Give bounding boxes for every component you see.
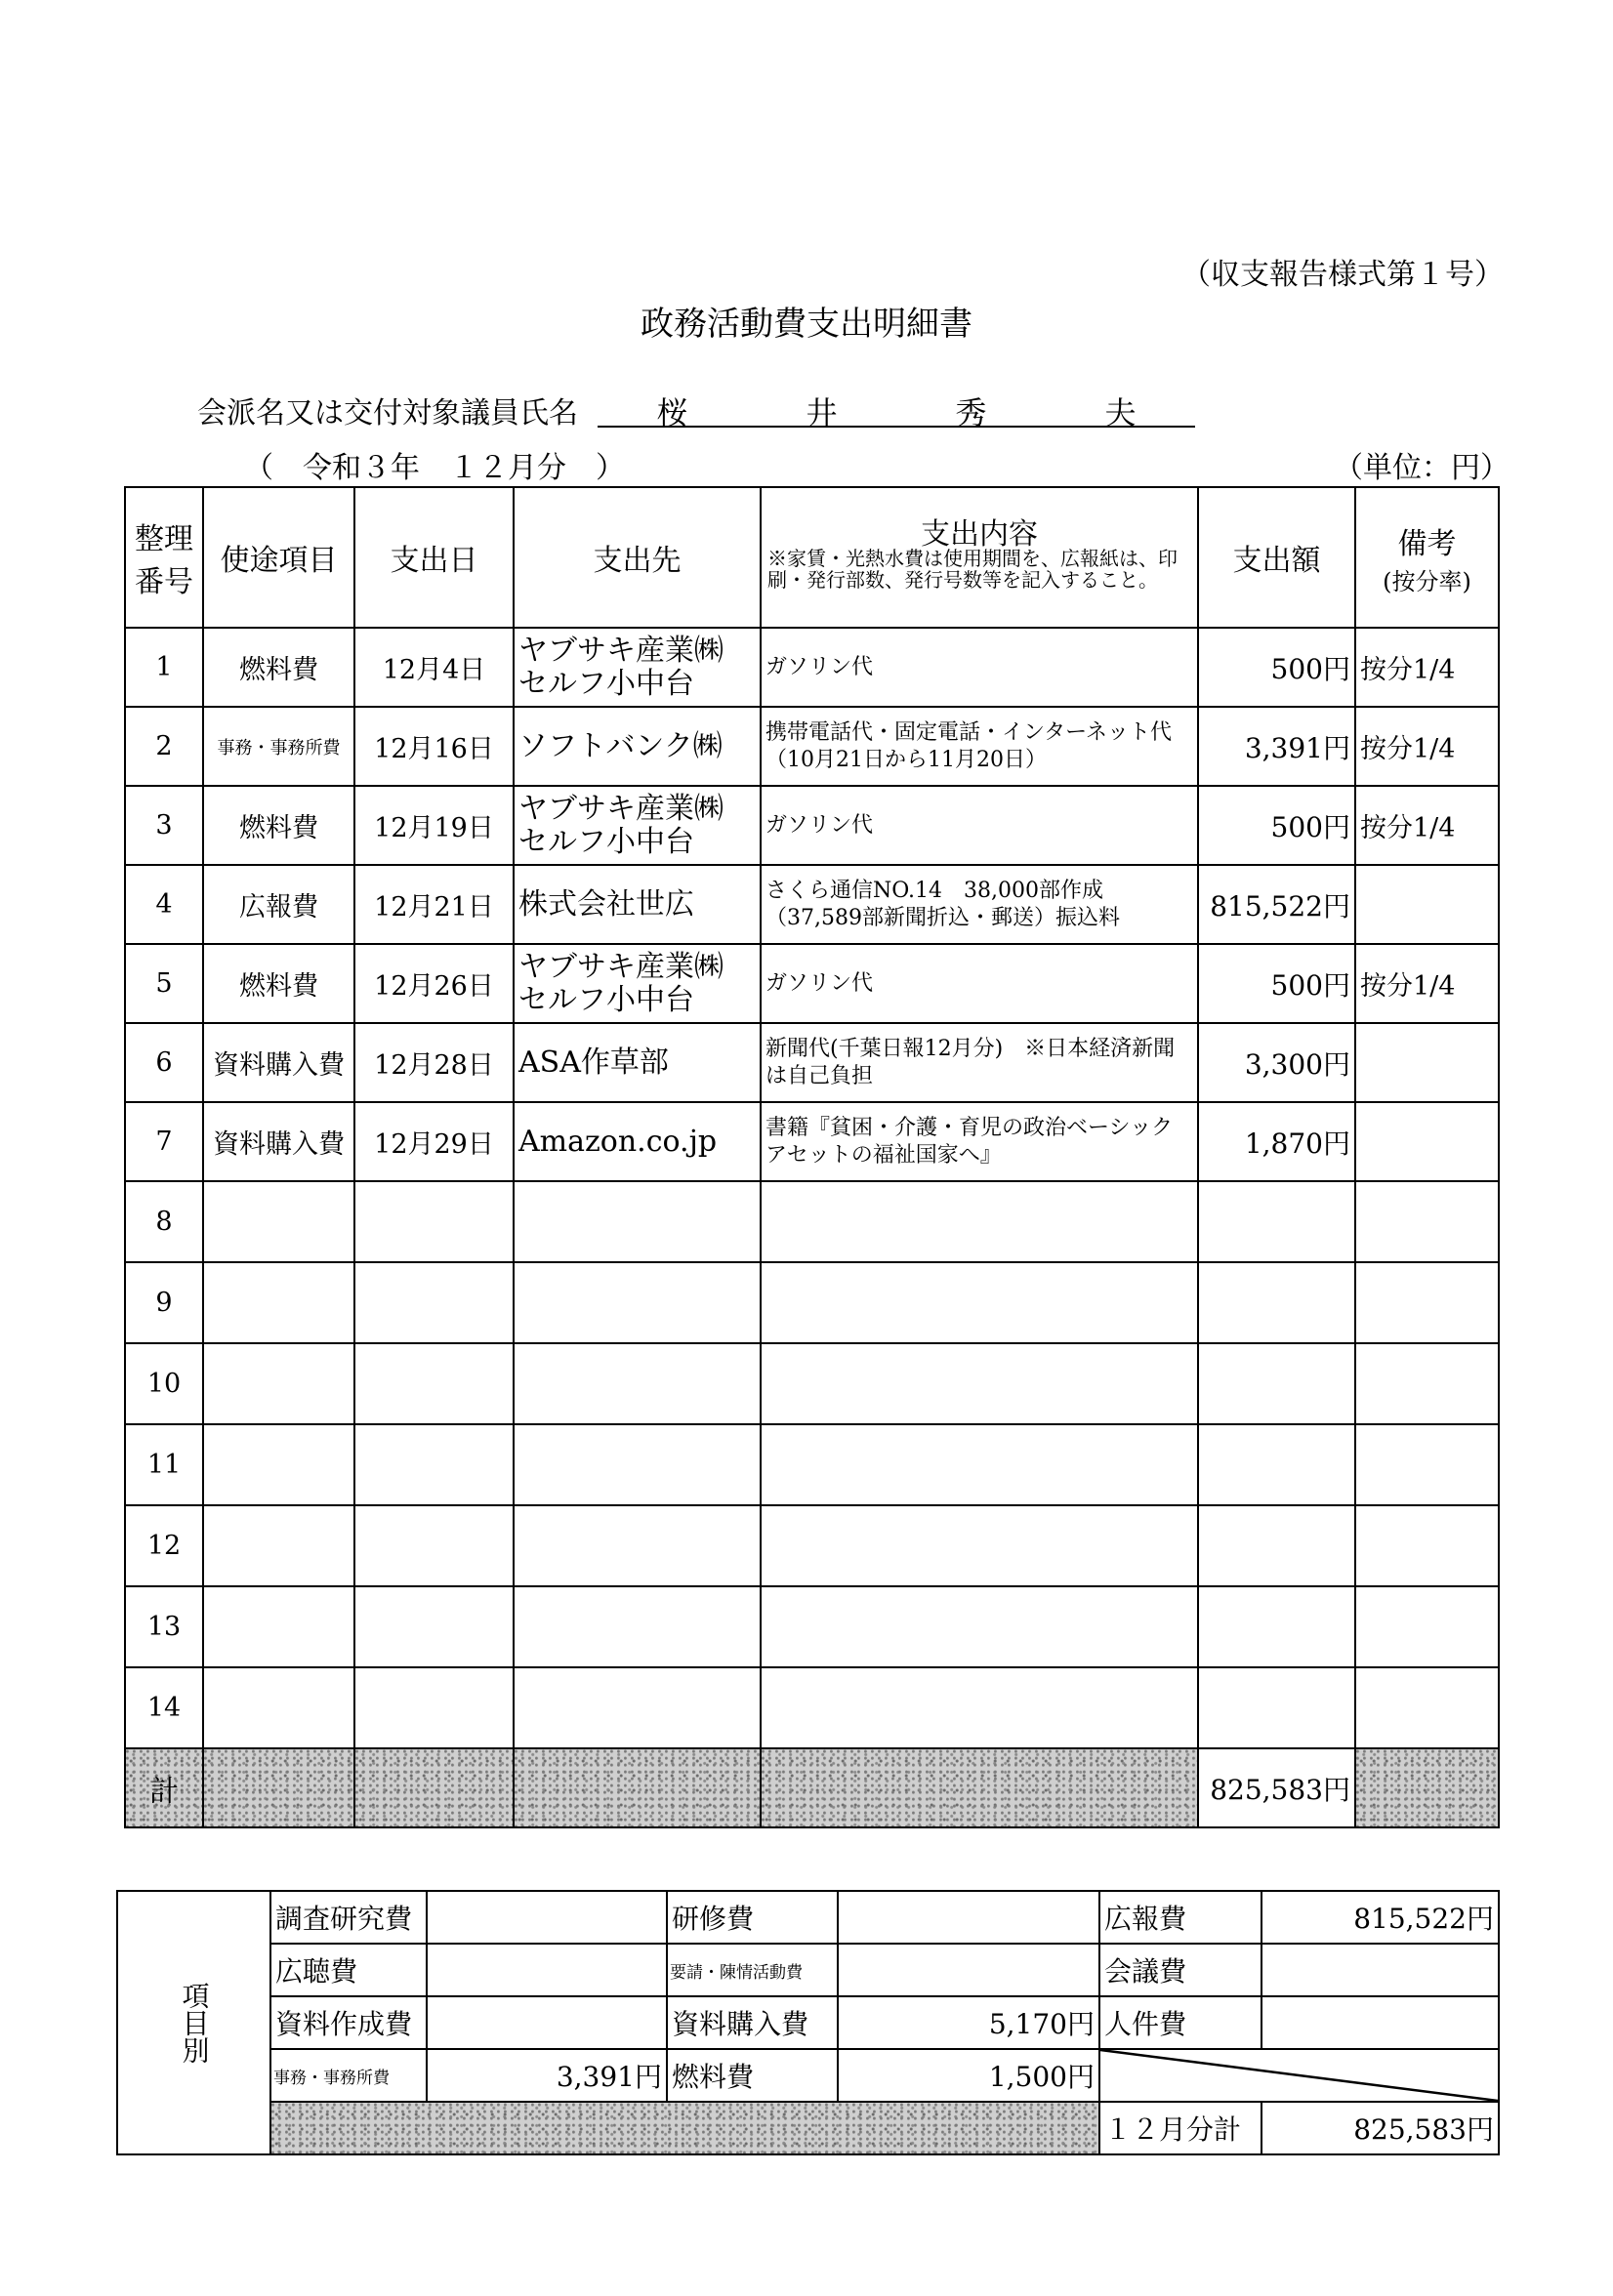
cell-amount: 815,522円	[1198, 865, 1355, 944]
cell-payee: ヤブサキ産業㈱ セルフ小中台	[514, 786, 761, 865]
table-row	[125, 786, 1499, 865]
cell-note	[1355, 1102, 1499, 1181]
member-name-char: 桜	[656, 394, 688, 431]
summary-amount: 1,500円	[838, 2049, 1099, 2102]
cell-description: ガソリン代	[761, 628, 1198, 707]
summary-row	[117, 2049, 1499, 2102]
cell-date: 12月16日	[354, 707, 514, 786]
summary-label: 人件費	[1099, 1996, 1261, 2049]
cell-note: 按分1/4	[1355, 628, 1499, 707]
cell-date: 12月4日	[354, 628, 514, 707]
header-description	[761, 487, 1198, 628]
cell-amount: 500円	[1198, 786, 1355, 865]
cell-no: 7	[125, 1102, 203, 1181]
header-date: 支出日	[354, 487, 514, 628]
summary-amount	[1261, 1996, 1499, 2049]
summary-amount	[838, 1891, 1099, 1944]
header-payee: 支出先	[514, 487, 761, 628]
table-row-blank	[125, 1667, 1499, 1748]
header-item: 使途項目	[203, 487, 354, 628]
cell-amount: 3,391円	[1198, 707, 1355, 786]
cell-item: 燃料費	[203, 628, 354, 707]
cell-payee: ASA作草部	[514, 1023, 761, 1102]
member-label: 会派名又は交付対象議員氏名	[197, 396, 578, 430]
table-row-blank	[125, 1505, 1499, 1586]
cell-no: 8	[125, 1181, 203, 1262]
cell-no: 13	[125, 1586, 203, 1667]
document-title: 政務活動費支出明細書	[641, 305, 972, 344]
total-amount: 825,583円	[1198, 1748, 1355, 1827]
summary-side-label: 項目別	[117, 1891, 270, 2154]
summary-amount: 815,522円	[1261, 1891, 1499, 1944]
cell-description: 新聞代(千葉日報12月分) ※日本経済新聞は自己負担	[761, 1023, 1198, 1102]
cell-note: 按分1/4	[1355, 786, 1499, 865]
cell-item: 資料購入費	[203, 1023, 354, 1102]
member-name-char: 井	[806, 394, 838, 431]
summary-label: 研修費	[667, 1891, 838, 1944]
cell-note: 按分1/4	[1355, 707, 1499, 786]
summary-amount	[427, 1891, 667, 1944]
table-header	[125, 487, 1499, 628]
header-note	[1355, 487, 1499, 628]
total-label: 計	[125, 1748, 203, 1827]
summary-label: 広聴費	[270, 1944, 427, 1996]
table-row-blank	[125, 1181, 1499, 1262]
summary-total-row	[117, 2102, 1499, 2154]
cell-payee: ヤブサキ産業㈱ セルフ小中台	[514, 944, 761, 1023]
cell-amount: 500円	[1198, 628, 1355, 707]
cell-date: 12月28日	[354, 1023, 514, 1102]
summary-row	[117, 1996, 1499, 2049]
cell-no: 14	[125, 1667, 203, 1748]
cell-no: 9	[125, 1262, 203, 1343]
cell-no: 6	[125, 1023, 203, 1102]
header-description-title: 支出内容	[921, 517, 1038, 552]
cell-note	[1355, 1023, 1499, 1102]
summary-label: 会議費	[1099, 1944, 1261, 1996]
header-no: 整理番号	[125, 487, 203, 628]
cell-no: 5	[125, 944, 203, 1023]
summary-amount	[838, 1944, 1099, 1996]
cell-no: 11	[125, 1424, 203, 1505]
cell-item: 事務・事務所費	[203, 707, 354, 786]
header-amount: 支出額	[1198, 487, 1355, 628]
expense-table	[124, 486, 1500, 1828]
cell-item: 燃料費	[203, 944, 354, 1023]
cell-no: 4	[125, 865, 203, 944]
summary-row	[117, 1944, 1499, 1996]
summary-amount	[427, 1944, 667, 1996]
cell-description: 書籍『貧困・介護・育児の政治ベーシックアセットの福祉国家へ』	[761, 1102, 1198, 1181]
cell-no: 3	[125, 786, 203, 865]
cell-amount: 500円	[1198, 944, 1355, 1023]
cell-description: ガソリン代	[761, 786, 1198, 865]
cell-note: 按分1/4	[1355, 944, 1499, 1023]
header-note-sub: (按分率)	[1383, 567, 1471, 595]
table-row	[125, 707, 1499, 786]
report-period: （ 令和３年 １２月分 ）	[244, 451, 625, 485]
month-total-amount: 825,583円	[1261, 2102, 1499, 2154]
cell-no: 2	[125, 707, 203, 786]
unit-label: （単位：円）	[1334, 451, 1510, 485]
summary-row	[117, 1891, 1499, 1944]
member-name-char: 夫	[1104, 394, 1137, 431]
cell-item: 資料購入費	[203, 1102, 354, 1181]
summary-label: 燃料費	[667, 2049, 838, 2102]
summary-diagonal-cell	[1099, 2049, 1499, 2102]
cell-date: 12月26日	[354, 944, 514, 1023]
cell-description: 携帯電話代・固定電話・インターネット代（10月21日から11月20日）	[761, 707, 1198, 786]
table-row-blank	[125, 1424, 1499, 1505]
summary-amount: 5,170円	[838, 1996, 1099, 2049]
summary-label: 要請・陳情活動費	[667, 1944, 838, 1996]
cell-item: 燃料費	[203, 786, 354, 865]
summary-label: 広報費	[1099, 1891, 1261, 1944]
summary-amount: 3,391円	[427, 2049, 667, 2102]
member-name	[598, 389, 1195, 431]
cell-no: 10	[125, 1343, 203, 1424]
month-total-label: １２月分計	[1099, 2102, 1261, 2154]
cell-payee: ヤブサキ産業㈱ セルフ小中台	[514, 628, 761, 707]
cell-description: さくら通信NO.14 38,000部作成（37,589部新聞折込・郵送）振込料	[761, 865, 1198, 944]
table-row	[125, 1023, 1499, 1102]
summary-label: 調査研究費	[270, 1891, 427, 1944]
cell-no: 1	[125, 628, 203, 707]
cell-item: 広報費	[203, 865, 354, 944]
cell-no: 12	[125, 1505, 203, 1586]
cell-amount: 1,870円	[1198, 1102, 1355, 1181]
cell-payee: Amazon.co.jp	[514, 1102, 761, 1181]
header-description-note: ※家賃・光熱水費は使用期間を、広報紙は、印刷・発行部数、発行号数等を記入すること。	[767, 547, 1178, 592]
cell-date: 12月21日	[354, 865, 514, 944]
cell-note	[1355, 865, 1499, 944]
cell-date: 12月29日	[354, 1102, 514, 1181]
form-number: （収支報告様式第１号）	[1181, 258, 1504, 292]
total-row	[125, 1748, 1499, 1827]
summary-amount	[1261, 1944, 1499, 1996]
cell-amount: 3,300円	[1198, 1023, 1355, 1102]
table-row-blank	[125, 1262, 1499, 1343]
table-row	[125, 628, 1499, 707]
header-note-title: 備考	[1397, 526, 1457, 561]
cell-date: 12月19日	[354, 786, 514, 865]
table-row-blank	[125, 1586, 1499, 1667]
category-summary-table	[116, 1890, 1500, 2155]
member-name-char: 秀	[955, 394, 987, 431]
summary-label: 資料購入費	[667, 1996, 838, 2049]
cell-payee: 株式会社世広	[514, 865, 761, 944]
table-row	[125, 944, 1499, 1023]
summary-label: 事務・事務所費	[270, 2049, 427, 2102]
summary-shaded-cell	[270, 2102, 1099, 2154]
table-row	[125, 865, 1499, 944]
summary-label: 資料作成費	[270, 1996, 427, 2049]
table-row-blank	[125, 1343, 1499, 1424]
summary-amount	[427, 1996, 667, 2049]
cell-payee: ソフトバンク㈱	[514, 707, 761, 786]
cell-description: ガソリン代	[761, 944, 1198, 1023]
table-row	[125, 1102, 1499, 1181]
